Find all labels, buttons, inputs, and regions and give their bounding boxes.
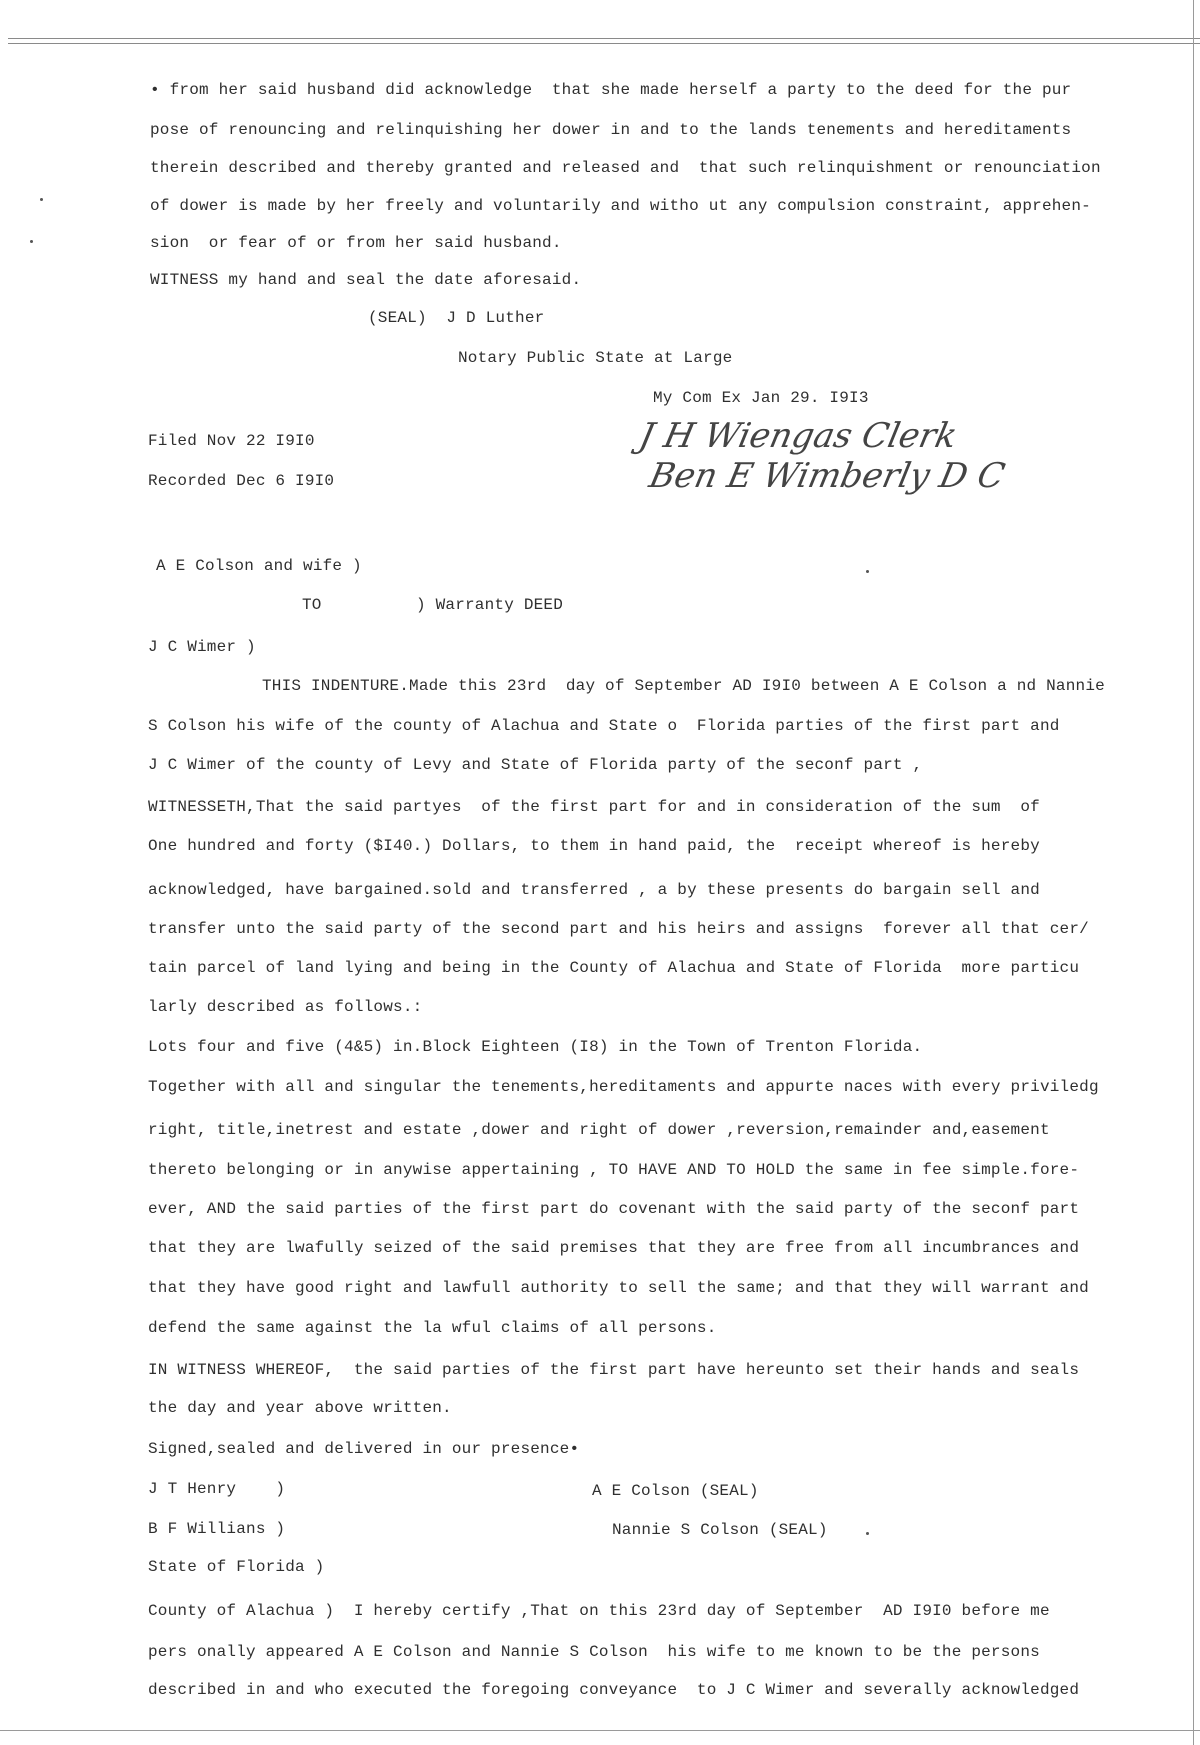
- commission-expiry: My Com Ex Jan 29. I9I3: [653, 389, 869, 407]
- deed-line: WITNESSETH,That the said partyes of the first part for and in consideration of the sum of: [148, 798, 1040, 816]
- scan-speck: [40, 198, 43, 201]
- witness-name: B F Willians ): [148, 1520, 286, 1538]
- deed-line: IN WITNESS WHEREOF, the said parties of the first part have hereunto set their hands and seals: [148, 1361, 1080, 1379]
- deed-line: One hundred and forty ($I40.) Dollars, to them in hand paid, the receipt whereof is hereby: [148, 837, 1040, 855]
- notary-line: WITNESS my hand and seal the date aforesaid.: [150, 271, 582, 289]
- signer-name: A E Colson (SEAL): [592, 1482, 759, 1500]
- acknowledgment-line: County of Alachua ) I hereby certify ,That on this 23rd day of September AD I9I0 before me: [148, 1602, 1050, 1620]
- scan-speck: [866, 570, 869, 573]
- recorded-date: Recorded Dec 6 I9I0: [148, 472, 335, 490]
- deed-line: J C Wimer of the county of Levy and State of Florida party of the seconf part ,: [148, 756, 923, 774]
- deed-line: defend the same against the la wful claims of all persons.: [148, 1319, 717, 1337]
- top-rule-double: [8, 43, 1200, 44]
- notary-line: sion or fear of or from her said husband.: [150, 234, 562, 252]
- deed-line: that they have good right and lawfull authority to sell the same; and that they will warrant and: [148, 1279, 1089, 1297]
- deed-line: acknowledged, have bargained.sold and transferred , a by these presents do bargain sell and: [148, 881, 1040, 899]
- page-edge-right: [1193, 0, 1194, 1745]
- deed-line: tain parcel of land lying and being in the County of Alachua and State of Florida more particu: [148, 959, 1080, 977]
- scan-speck: [866, 1532, 869, 1535]
- deputy-clerk-signature: Ben E Wimberly D C: [645, 456, 1009, 496]
- deed-type: ) Warranty DEED: [416, 596, 564, 614]
- notary-title: Notary Public State at Large: [458, 349, 733, 367]
- deed-line: that they are lwafully seized of the said premises that they are free from all incumbrances and: [148, 1239, 1080, 1257]
- deed-line: thereto belonging or in anywise appertaining , TO HAVE AND TO HOLD the same in fee simple.fore-: [148, 1161, 1080, 1179]
- deed-line: THIS INDENTURE.Made this 23rd day of September AD I9I0 between A E Colson a nd Nannie: [262, 677, 1105, 695]
- deed-line: Together with all and singular the tenements,hereditaments and appurte naces with every priviledg: [148, 1078, 1099, 1096]
- deed-line: larly described as follows.:: [148, 998, 423, 1016]
- deed-line: the day and year above written.: [148, 1399, 452, 1417]
- property-description: Lots four and five (4&5) in.Block Eighteen (I8) in the Town of Trenton Florida.: [148, 1038, 923, 1056]
- notary-line: of dower is made by her freely and voluntarily and witho ut any compulsion constraint, apprehen-: [150, 197, 1091, 215]
- deed-line: Signed,sealed and delivered in our presence•: [148, 1440, 580, 1458]
- acknowledgment-state: State of Florida ): [148, 1558, 325, 1576]
- grantor-line: A E Colson and wife ): [156, 557, 362, 575]
- deed-line: S Colson his wife of the county of Alachua and State o Florida parties of the first part and: [148, 717, 1060, 735]
- notary-line: therein described and thereby granted and released and that such relinquishment or renounciation: [150, 159, 1101, 177]
- deed-line: ever, AND the said parties of the first part do covenant with the said party of the seconf part: [148, 1200, 1080, 1218]
- signer-name: Nannie S Colson (SEAL): [612, 1521, 828, 1539]
- scan-speck: [30, 240, 33, 243]
- acknowledgment-line: described in and who executed the foregoing conveyance to J C Wimer and severally acknowledged: [148, 1681, 1080, 1699]
- notary-line: • from her said husband did acknowledge that she made herself a party to the deed for the pur: [150, 81, 1072, 99]
- to-label: TO: [302, 596, 322, 614]
- filed-date: Filed Nov 22 I9I0: [148, 432, 315, 450]
- notary-line: pose of renouncing and relinquishing her dower in and to the lands tenements and hereditaments: [150, 121, 1072, 139]
- deed-line: transfer unto the said party of the second part and his heirs and assigns forever all that cer/: [148, 920, 1089, 938]
- notary-seal-name: (SEAL) J D Luther: [368, 309, 545, 327]
- top-rule: [8, 38, 1200, 39]
- clerk-signature: J H Wiengas Clerk: [635, 416, 961, 456]
- grantee-line: J C Wimer ): [148, 638, 256, 656]
- deed-line: right, title,inetrest and estate ,dower and right of dower ,reversion,remainder and,easement: [148, 1121, 1050, 1139]
- acknowledgment-line: pers onally appeared A E Colson and Nannie S Colson his wife to me known to be the persons: [148, 1643, 1040, 1661]
- witness-name: J T Henry ): [148, 1480, 286, 1498]
- page-edge-bottom: [0, 1730, 1200, 1731]
